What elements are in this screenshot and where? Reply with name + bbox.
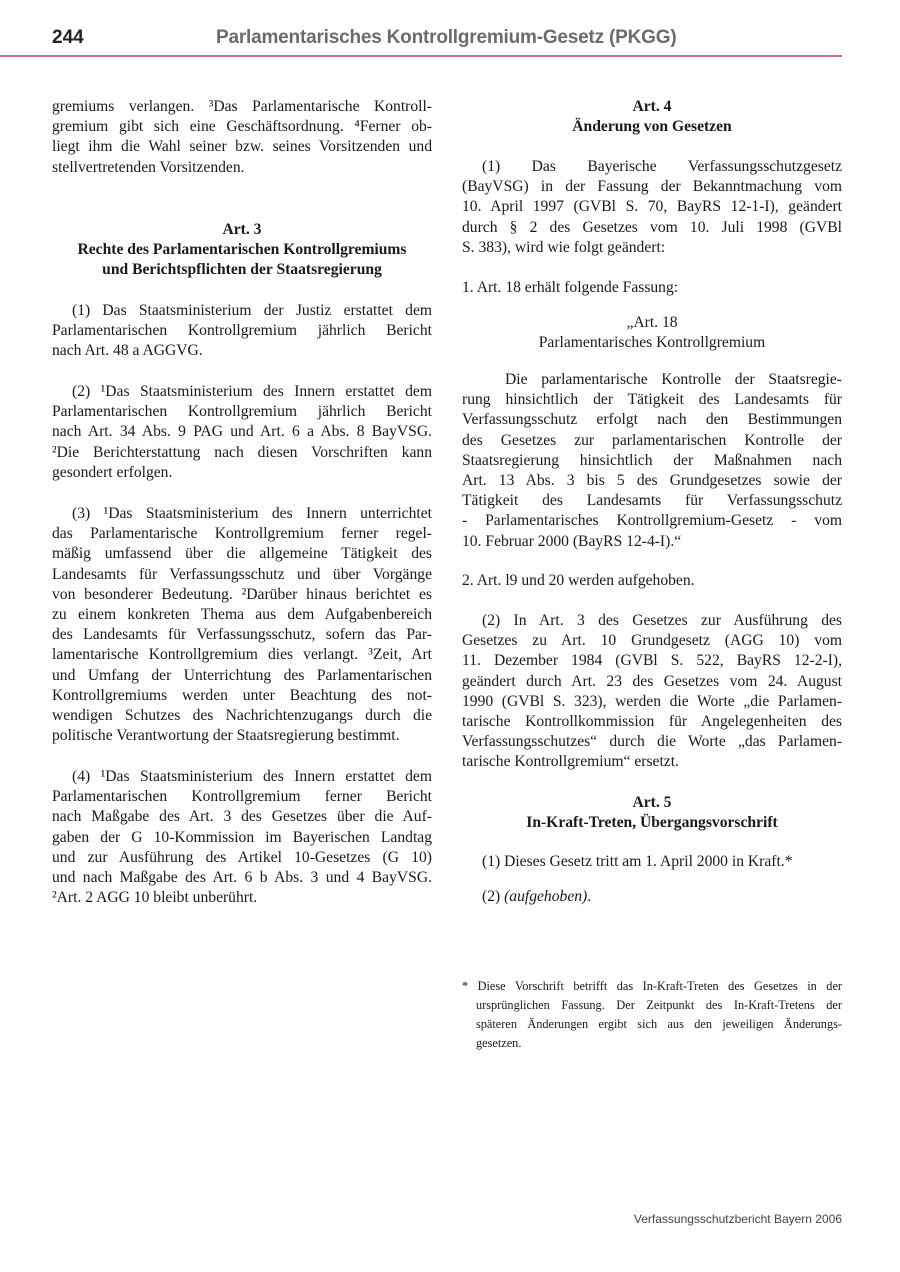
text-line: nach Maßgabe des Art. 3 des Gesetzes über die Auf-: [52, 808, 432, 826]
text-line: * Diese Vorschrift betrifft das In-Kraft-Treten des Gesetzes in der: [462, 979, 842, 993]
text-line: (1) Das Staatsministerium der Justiz erstattet dem: [72, 302, 432, 319]
left-para-2: [52, 301, 432, 362]
text-line: und Berichtspflichten der Staatsregierung: [102, 261, 382, 279]
text-line: - Parlamentarisches Kontrollgremium-Gesetz - vom: [462, 512, 842, 530]
text-line: Art. 3: [222, 221, 262, 238]
text-line: gremium gibt sich eine Geschäftsordnung. ⁴Ferner ob-: [52, 118, 432, 136]
text-line: Staatsregierung hinsichtlich der Maßnahmen nach: [462, 451, 842, 469]
left-para-0: [52, 97, 432, 178]
right-para-1: [462, 157, 842, 258]
text-line: das Parlamentarische Kontrollgremium ferner regel-: [52, 525, 432, 543]
right-para-4: [462, 370, 842, 552]
left-para-5: [52, 767, 432, 908]
text-line: (1) Dieses Gesetz tritt am 1. April 2000 in Kraft.*: [482, 853, 793, 870]
text-line: und zur Ausführung des Artikel 10-Gesetzes (G 10): [52, 848, 432, 866]
text-line: von besonderer Bedeutung. ²Darüber hinaus berichtet es: [52, 585, 432, 603]
text-line: gremiums verlangen. ³Das Parlamentarische Kontroll-: [52, 98, 432, 115]
text-line: 10. April 1997 (GVBl S. 70, BayRS 12-1-I), geändert: [462, 198, 842, 216]
text-line: „Art. 18: [626, 314, 678, 331]
text-line: Verfassungsschutz erfolgt nach den Bestimmungen: [462, 411, 842, 429]
text-line: Parlamentarisches Kontrollgremium: [538, 334, 766, 352]
right-para-2: [462, 278, 842, 298]
text-line: tarische Kontrollgremium“ ersetzt.: [462, 753, 679, 771]
page-footer: Verfassungsschutzbericht Bayern 2006: [633, 1212, 842, 1226]
right-heading-0: [462, 97, 842, 137]
right-para-5: [462, 571, 842, 591]
text-line: 11. Dezember 1984 (GVBl S. 522, BayRS 12-2-I),: [462, 652, 842, 670]
text-line: Art. 5: [632, 794, 672, 811]
text-line: stellvertretenden Vorsitzenden.: [52, 158, 245, 176]
text-line: des Landesamts für Verfassungsschutz, sofern das Par-: [52, 626, 432, 644]
text-line: Die parlamentarische Kontrolle der Staatsregie-: [505, 371, 842, 388]
left-heading-1: [52, 220, 432, 281]
text-line: lamentarische Kontrollgremium dies verlangt. ³Zeit, Art: [52, 646, 432, 664]
text-line: 10. Februar 2000 (BayRS 12-4-I).“: [462, 532, 682, 550]
header-rule: [0, 55, 842, 57]
right-centered-3: [462, 313, 842, 353]
left-para-3: [52, 382, 432, 483]
text-line: durch § 2 des Gesetzes vom 10. Juli 1998 (GVBl: [462, 218, 842, 236]
text-line: nach Art. 48 a AGGVG.: [52, 342, 203, 360]
text-line: Gesetzes zu Art. 10 Grundgesetz (AGG 10) vom: [462, 632, 842, 650]
text-line: (1) Das Bayerische Verfassungsschutzgesetz: [482, 158, 842, 175]
text-line: Art. 13 Abs. 3 bis 5 des Grundgesetzes sowie der: [462, 471, 842, 489]
text-line: späteren Änderungen ergibt sich aus den jeweiligen Änderungs-: [476, 1017, 842, 1031]
text-line: 2. Art. l9 und 20 werden aufgehoben.: [462, 572, 695, 589]
text-line: gesetzen.: [476, 1036, 522, 1050]
text-line: (2) ¹Das Staatsministerium des Innern erstattet dem: [72, 383, 432, 400]
text-line: (2) In Art. 3 des Gesetzes zur Ausführung des: [482, 612, 842, 629]
text-line: Tätigkeit des Landesamts für Verfassungsschutz: [462, 492, 842, 510]
text-line: In-Kraft-Treten, Übergangsvorschrift: [526, 814, 778, 832]
text-line: (2) (aufgehoben).: [482, 888, 592, 905]
text-line: Kontrollgremiums werden unter Beachtung des not-: [52, 686, 432, 704]
text-line: Rechte des Parlamentarischen Kontrollgremiums: [77, 241, 407, 259]
page-number: 244: [52, 27, 84, 48]
text-line: wendigen Schutzes des Nachrichtenzugangs durch die: [52, 706, 432, 724]
text-line: 1. Art. 18 erhält folgende Fassung:: [462, 279, 679, 296]
text-line: Landesamts für Verfassungsschutz und über Vorgänge: [52, 565, 432, 583]
text-line: und Umfang der Unterrichtung des Parlamentarischen: [52, 666, 432, 684]
right-para-9: [462, 887, 842, 907]
text-line: Änderung von Gesetzen: [572, 118, 732, 136]
right-para-6: [462, 611, 842, 773]
text-line: rung hinsichtlich der Tätigkeit des Landesamts für: [462, 391, 842, 409]
text-line: Parlamentarischen Kontrollgremium ferner Bericht: [52, 788, 432, 806]
right-para-8: [462, 852, 842, 872]
text-line: gesondert erfolgen.: [52, 463, 173, 481]
text-line: liegt ihm die Wahl seiner bzw. seines Vorsitzenden und: [52, 138, 432, 156]
right-footnote-10: [462, 977, 842, 1053]
text-line: S. 383), wird wie folgt geändert:: [462, 238, 666, 256]
text-line: und nach Maßgabe des Art. 6 b Abs. 3 und 4 BayVSG.: [52, 868, 432, 886]
text-line: mäßig umfassend über die allgemeine Tätigkeit des: [52, 545, 432, 563]
text-line: geändert durch Art. 23 des Gesetzes vom 24. August: [462, 672, 842, 690]
text-line: (BayVSG) in der Fassung der Bekanntmachung vom: [462, 178, 842, 196]
text-line: (4) ¹Das Staatsministerium des Innern erstattet dem: [72, 768, 432, 785]
text-line: des Gesetzes zur parlamentarischen Kontrolle der: [462, 431, 842, 449]
text-line: zu einem konkreten Thema aus dem Aufgabenbereich: [52, 605, 432, 623]
text-line: ²Art. 2 AGG 10 bleibt unberührt.: [52, 889, 258, 907]
text-line: Art. 4: [632, 98, 672, 115]
right-heading-7: [462, 793, 842, 833]
text-line: ursprünglichen Fassung. Der Zeitpunkt des In-Kraft-Tretens der: [476, 998, 842, 1012]
text-line: 1990 (GVBl S. 323), werden die Worte „die Parlamen-: [462, 692, 842, 710]
text-line: Parlamentarischen Kontrollgremium jährlich Bericht: [52, 322, 432, 340]
text-line: Verfassungsschutzes“ durch die Worte „das Parlamen-: [462, 733, 842, 751]
text-line: gaben der G 10-Kommission im Bayerischen Landtag: [52, 828, 432, 846]
text-line: Parlamentarischen Kontrollgremium jährlich Bericht: [52, 403, 432, 421]
text-line: politische Verantwortung der Staatsregierung bestimmt.: [52, 727, 400, 745]
text-line: tarische Kontrollkommission für Angelegenheiten des: [462, 712, 842, 730]
running-title: Parlamentarisches Kontrollgremium-Gesetz (PKGG): [216, 27, 677, 48]
left-para-4: [52, 504, 432, 746]
text-line: (3) ¹Das Staatsministerium des Innern unterrichtet: [72, 505, 432, 522]
text-line: nach Art. 34 Abs. 9 PAG und Art. 6 a Abs. 8 BayVSG.: [52, 423, 432, 441]
text-line: ²Die Berichterstattung nach diesen Vorschriften kann: [52, 443, 432, 461]
